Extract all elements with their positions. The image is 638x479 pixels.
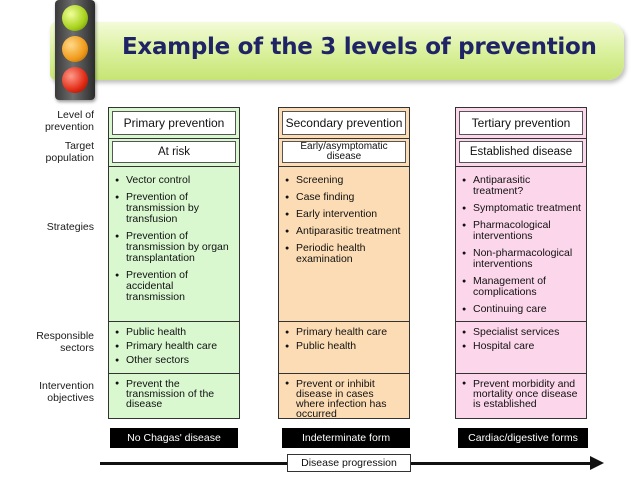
column-header: Secondary prevention: [282, 111, 406, 135]
strategy-item: ● Symptomatic treatment: [462, 203, 582, 214]
row-label-objectives: Intervention objectives: [39, 380, 94, 404]
row-label-target: Target population: [45, 140, 94, 164]
strategy-item: ● Case finding: [285, 192, 405, 203]
sector-item: ● Public health: [115, 327, 235, 338]
amber-light-icon: [62, 36, 88, 62]
objectives-cell: [109, 373, 239, 419]
column-header: Primary prevention: [112, 111, 236, 135]
target-cell: [279, 138, 409, 166]
red-light-icon: [62, 67, 88, 93]
sector-item: ● Primary health care: [285, 327, 405, 338]
objectives-cell: [456, 373, 586, 419]
strategy-item: ● Continuing care: [462, 304, 582, 315]
sectors-cell: [279, 321, 409, 373]
form-label-tertiary: Cardiac/digestive forms: [458, 428, 588, 448]
target-cell: [109, 138, 239, 166]
progression-label: Disease progression: [287, 454, 411, 472]
sector-item: ● Primary health care: [115, 341, 235, 352]
row-label-sectors: Responsible sectors: [36, 330, 94, 354]
form-label-primary: No Chagas' disease: [110, 428, 238, 448]
strategy-item: ● Prevention of transmission by transfusion: [115, 192, 235, 225]
strategies-cell: [109, 166, 239, 321]
sectors-cell: [456, 321, 586, 373]
target-population: Early/asymptomatic disease: [282, 141, 406, 163]
row-label-level: Level of prevention: [44, 109, 94, 133]
primary-prevention-column: [108, 107, 240, 419]
sector-item: ● Hospital care: [462, 341, 582, 352]
tertiary-prevention-column: [455, 107, 587, 419]
sector-item: ● Other sectors: [115, 355, 235, 366]
strategies-cell: [456, 166, 586, 321]
objective-item: ● Prevent the transmission of the disease: [115, 379, 235, 409]
strategy-item: ● Screening: [285, 175, 405, 186]
objectives-cell: [279, 373, 409, 419]
traffic-light-icon: [55, 0, 95, 100]
strategy-item: ● Management of complications: [462, 276, 582, 298]
strategy-item: ● Prevention of accidental transmission: [115, 270, 235, 303]
strategy-item: ● Antiparasitic treatment?: [462, 175, 582, 197]
arrow-right-icon: [590, 456, 604, 470]
column-header: Tertiary prevention: [459, 111, 583, 135]
target-population: Established disease: [459, 141, 583, 163]
page-title: Example of the 3 levels of prevention: [122, 34, 597, 60]
strategy-item: ● Vector control: [115, 175, 235, 186]
secondary-prevention-column: [278, 107, 410, 419]
strategy-item: ● Prevention of transmission by organ transplantation: [115, 231, 235, 264]
row-label-strategies: Strategies: [46, 221, 94, 233]
strategy-item: ● Non-pharmacological interventions: [462, 248, 582, 270]
strategy-item: ● Pharmacological interventions: [462, 220, 582, 242]
target-cell: [456, 138, 586, 166]
green-light-icon: [62, 5, 88, 31]
strategy-item: ● Antiparasitic treatment: [285, 226, 405, 237]
strategies-cell: [279, 166, 409, 321]
form-label-secondary: Indeterminate form: [282, 428, 410, 448]
objective-item: ● Prevent or inhibit disease in cases where infection has occurred: [285, 379, 405, 419]
target-population: At risk: [112, 141, 236, 163]
strategy-item: ● Early intervention: [285, 209, 405, 220]
sector-item: ● Public health: [285, 341, 405, 352]
sector-item: ● Specialist services: [462, 327, 582, 338]
sectors-cell: [109, 321, 239, 373]
objective-item: ● Prevent morbidity and mortality once disease is established: [462, 379, 582, 409]
strategy-item: ● Periodic health examination: [285, 243, 405, 265]
